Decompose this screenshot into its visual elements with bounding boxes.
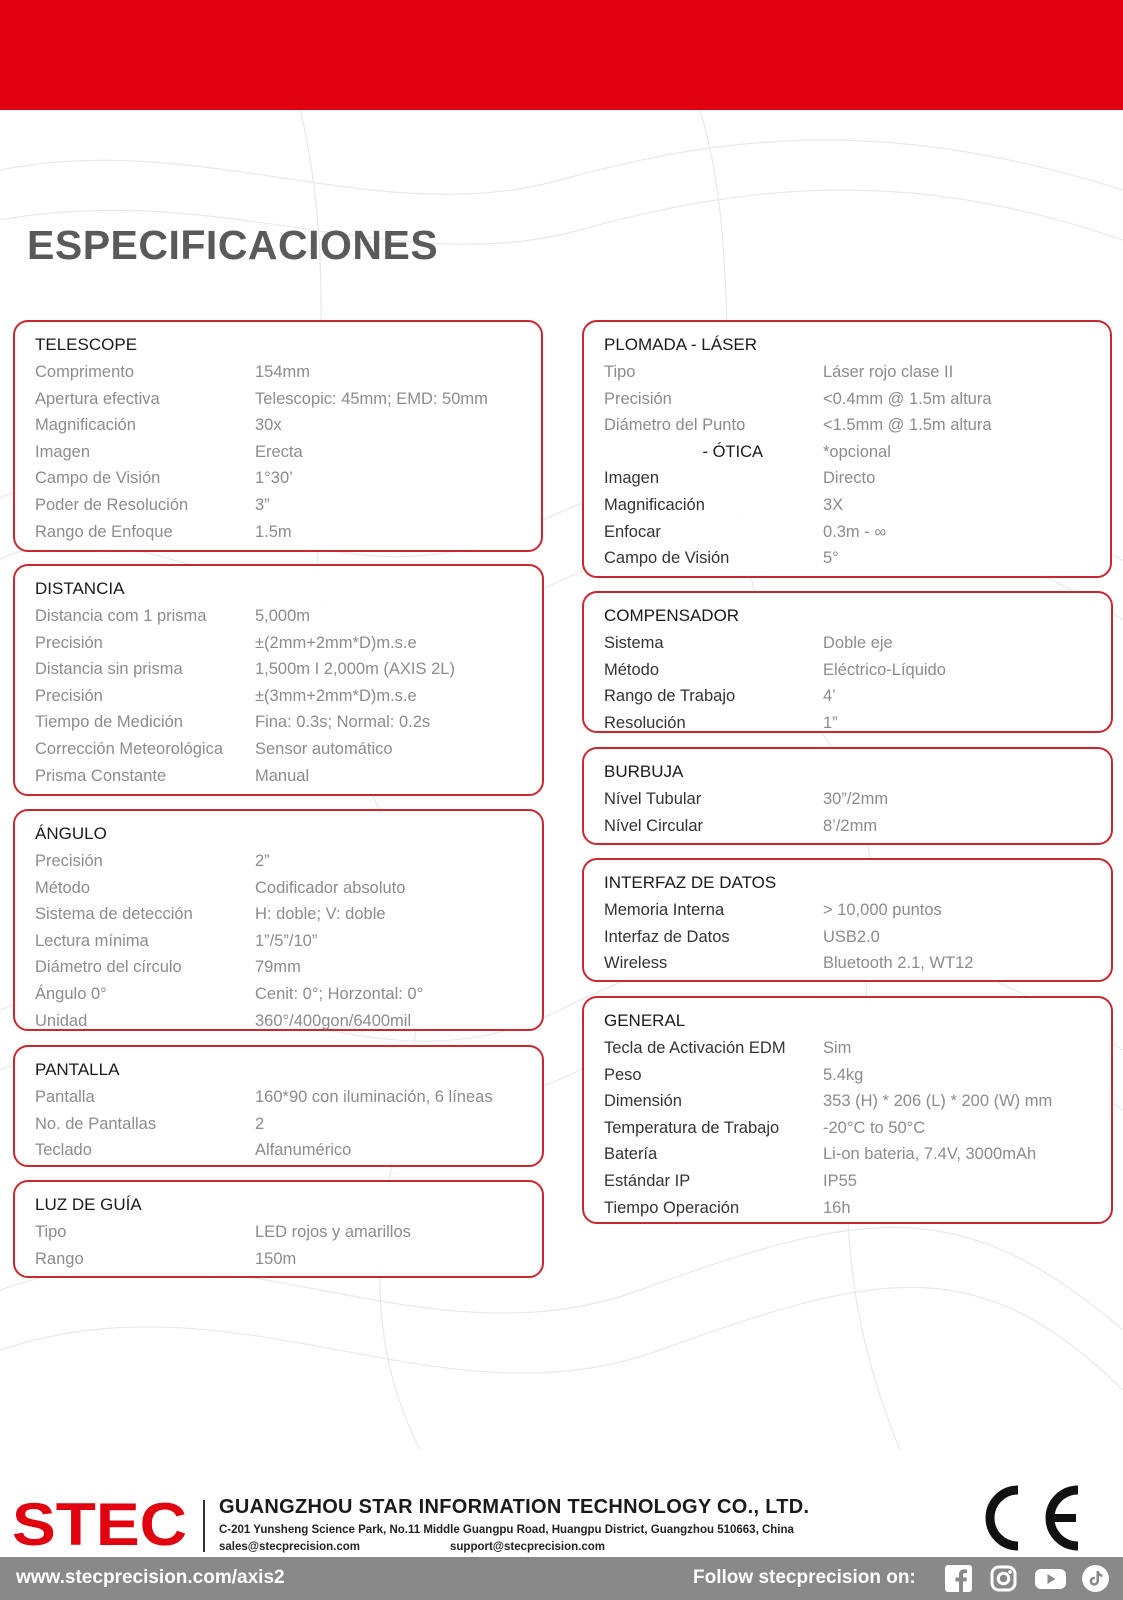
- spec-value: 2: [255, 1114, 265, 1133]
- section-title: COMPENSADOR: [604, 606, 740, 625]
- spec-value: Erecta: [255, 442, 303, 461]
- section-title: GENERAL: [604, 1011, 686, 1030]
- spec-row: [35, 519, 521, 546]
- spec-label: Sistema de detección: [35, 905, 193, 924]
- spec-value: ±(3mm+2mm*D)m.s.e: [255, 686, 417, 705]
- spec-row: [35, 683, 522, 710]
- page-title: ESPECIFICACIONES: [27, 222, 439, 268]
- spec-row: [35, 465, 521, 492]
- spec-value: 79mm: [255, 958, 301, 977]
- spec-value: 1”: [823, 713, 838, 732]
- angulo-section: [13, 809, 544, 1031]
- section-title: ÁNGULO: [35, 824, 107, 843]
- spec-value: IP55: [823, 1171, 857, 1190]
- distancia-rows: [35, 603, 522, 789]
- spec-value: 5°: [823, 549, 839, 568]
- pantalla-section: [13, 1045, 544, 1167]
- spec-label: Resolución: [604, 713, 686, 732]
- spec-label: Nível Tubular: [604, 790, 702, 808]
- spec-value: <1.5mm @ 1.5m altura: [823, 416, 992, 435]
- company-name: GUANGZHOU STAR INFORMATION TECHNOLOGY CO., LTD.: [219, 1496, 810, 1518]
- plomada-rows: [604, 359, 1090, 439]
- tiktok-icon[interactable]: [1082, 1565, 1109, 1592]
- spec-value: Eléctrico-Líquido: [823, 660, 946, 679]
- spec-value: Codificador absoluto: [255, 878, 406, 897]
- spec-value: 3X: [823, 495, 844, 514]
- angulo-rows: [35, 848, 522, 1034]
- spec-value: Directo: [823, 469, 876, 488]
- spec-value: 1°30’: [255, 469, 293, 488]
- spec-value: Doble eje: [823, 634, 893, 652]
- spec-value: ±(2mm+2mm*D)m.s.e: [255, 633, 417, 652]
- luz-de-guia-section: [13, 1180, 544, 1278]
- spec-value: 360°/400gon/6400mil: [255, 1011, 412, 1030]
- spec-value: 30”/2mm: [823, 790, 889, 808]
- interfaz-rows: [604, 897, 1091, 977]
- spec-row: [35, 1219, 522, 1246]
- spec-row: [35, 412, 521, 439]
- section-title: LUZ DE GUÍA: [35, 1195, 142, 1214]
- spec-row: [604, 1035, 1091, 1062]
- spec-label: Lectura mínima: [35, 931, 149, 950]
- spec-label: Pantalla: [35, 1088, 95, 1106]
- follow-prefix: Follow: [693, 1567, 759, 1588]
- spec-row: [604, 492, 1090, 519]
- spec-row: [604, 519, 1090, 546]
- spec-value: Bluetooth 2.1, WT12: [823, 954, 974, 973]
- spec-value: 160*90 con iluminación, 6 líneas: [255, 1088, 493, 1106]
- burbuja-section: [582, 747, 1113, 845]
- spec-label: Corrección Meteorológica: [35, 739, 224, 758]
- general-rows: [604, 1035, 1091, 1221]
- spec-label: Ángulo 0°: [35, 984, 107, 1003]
- spec-row: [35, 709, 522, 736]
- spec-row: [35, 901, 522, 928]
- spec-row: [604, 813, 1091, 840]
- section-title: DISTANCIA: [35, 579, 125, 598]
- plomada-section: [582, 320, 1112, 578]
- ce-mark-icon: [972, 1480, 1084, 1556]
- spec-value: 3”: [255, 495, 270, 514]
- interfaz-section: [582, 858, 1113, 982]
- spec-label: Prisma Constante: [35, 766, 167, 785]
- spec-label: Sistema: [604, 634, 664, 652]
- spec-row: [35, 359, 521, 386]
- spec-value: Telescopic: 45mm; EMD: 50mm: [255, 389, 488, 408]
- spec-row: [604, 657, 1091, 684]
- spec-label: Rango: [35, 1249, 84, 1268]
- section-title: BURBUJA: [604, 762, 684, 781]
- spec-label: Enfocar: [604, 522, 661, 541]
- spec-row: [35, 630, 522, 657]
- spec-row: [604, 924, 1091, 951]
- compensador-rows: [604, 630, 1091, 736]
- spec-label: Tiempo de Medición: [35, 713, 183, 732]
- spec-label: Precisión: [35, 686, 103, 705]
- follow-brand: stecprecision: [758, 1567, 881, 1588]
- spec-value: 0.3m - ∞: [823, 522, 887, 541]
- spec-row: [604, 1168, 1091, 1195]
- spec-label: Precisión: [35, 633, 103, 652]
- spec-label: Dimensión: [604, 1092, 682, 1111]
- spec-label: Precisión: [35, 852, 103, 870]
- spec-value: LED rojos y amarillos: [255, 1223, 411, 1241]
- spec-row: [604, 710, 1091, 737]
- spec-row: [604, 786, 1091, 813]
- stec-logo: [12, 1498, 187, 1550]
- spec-row: [35, 1246, 522, 1273]
- telescope-section: [13, 320, 543, 552]
- spec-label: Unidad: [35, 1011, 88, 1030]
- spec-label: Tipo: [604, 363, 636, 381]
- spec-value: USB2.0: [823, 927, 880, 946]
- optica-subheading-row: [604, 439, 1090, 466]
- spec-row: [35, 736, 522, 763]
- spec-row: [35, 439, 521, 466]
- support-email[interactable]: support@stecprecision.com: [450, 1541, 605, 1553]
- spec-value: Cenit: 0°; Horzontal: 0°: [255, 984, 424, 1003]
- stec-logo-text: STEC: [12, 1498, 187, 1550]
- spec-row: [604, 412, 1090, 439]
- spec-value: 1,500m I 2,000m (AXIS 2L): [255, 660, 455, 679]
- spec-row: [604, 545, 1090, 572]
- spec-value: 1.5m: [255, 522, 292, 541]
- spec-label: Método: [604, 660, 660, 679]
- spec-label: Magnificación: [604, 495, 705, 514]
- spec-row: [604, 683, 1091, 710]
- spec-value: -20°C to 50°C: [823, 1118, 926, 1137]
- section-title: PLOMADA - LÁSER: [604, 335, 758, 354]
- spec-label: Distancia sin prisma: [35, 660, 183, 679]
- distancia-section: [13, 564, 544, 796]
- spec-value: 8’/2mm: [823, 816, 878, 835]
- spec-label: Temperatura de Trabajo: [604, 1118, 780, 1137]
- spec-value: Manual: [255, 766, 310, 785]
- spec-label: Tipo: [35, 1223, 67, 1241]
- spec-row: [35, 954, 522, 981]
- burbuja-rows: [604, 786, 1091, 839]
- luz-rows: [35, 1219, 522, 1272]
- optica-value: *opcional: [823, 442, 891, 461]
- company-address: C-201 Yunsheng Science Park, No.11 Middle Guangpu Road, Huangpu District, Guangzhou 510663, China: [219, 1524, 794, 1536]
- spec-row: [35, 1111, 522, 1138]
- compensador-section: [582, 591, 1113, 733]
- spec-label: Método: [35, 878, 91, 897]
- spec-label: Distancia com 1 prisma: [35, 607, 207, 625]
- section-title: INTERFAZ DE DATOS: [604, 873, 777, 892]
- spec-value: Sensor automático: [255, 739, 393, 758]
- spec-value: 353 (H) * 206 (L) * 200 (W) mm: [823, 1092, 1053, 1111]
- follow-text: [693, 1567, 916, 1589]
- spec-row: [35, 848, 522, 875]
- spec-label: Poder de Resolución: [35, 495, 189, 514]
- spec-row: [35, 1137, 522, 1164]
- spec-row: [604, 1195, 1091, 1222]
- spec-label: No. de Pantallas: [35, 1114, 157, 1133]
- spec-value: Fina: 0.3s; Normal: 0.2s: [255, 713, 431, 732]
- pantalla-rows: [35, 1084, 522, 1164]
- spec-row: [604, 630, 1091, 657]
- spec-value: 2”: [255, 852, 270, 870]
- spec-label: Comprimento: [35, 363, 135, 381]
- spec-label: Tiempo Operación: [604, 1198, 740, 1217]
- spec-value: 1”/5”/10”: [255, 931, 318, 950]
- sales-email[interactable]: sales@stecprecision.com: [219, 1541, 360, 1553]
- spec-value: 4’: [823, 687, 836, 706]
- section-title: PANTALLA: [35, 1060, 120, 1079]
- spec-row: [604, 950, 1091, 977]
- spec-row: [604, 359, 1090, 386]
- spec-row: [604, 1088, 1091, 1115]
- spec-row: [35, 656, 522, 683]
- spec-label: Nível Circular: [604, 816, 704, 835]
- website-link[interactable]: www.stecprecision.com/axis2: [16, 1567, 285, 1588]
- optica-subheading: - ÓTICA: [702, 442, 763, 461]
- spec-label: Estándar IP: [604, 1171, 691, 1190]
- top-red-banner: [0, 0, 1123, 110]
- youtube-icon[interactable]: [1035, 1565, 1066, 1592]
- spec-row: [604, 897, 1091, 924]
- spec-label: Diámetro del círculo: [35, 958, 182, 977]
- spec-label: Tecla de Activación EDM: [604, 1039, 786, 1057]
- spec-value: 5,000m: [255, 607, 311, 625]
- instagram-icon[interactable]: [990, 1565, 1017, 1592]
- spec-label: Diámetro del Punto: [604, 416, 746, 435]
- spec-value: <0.4mm @ 1.5m altura: [823, 389, 992, 408]
- spec-row: [35, 492, 521, 519]
- spec-label: Rango de Enfoque: [35, 522, 173, 541]
- spec-value: > 10,000 puntos: [823, 901, 942, 919]
- spec-row: [604, 465, 1090, 492]
- follow-suffix: on:: [880, 1567, 916, 1588]
- spec-label: Magnificación: [35, 416, 136, 435]
- spec-label: Memoria Interna: [604, 901, 725, 919]
- spec-row: [35, 875, 522, 902]
- spec-row: [35, 1008, 522, 1035]
- spec-label: Batería: [604, 1145, 658, 1164]
- spec-label: Imagen: [35, 442, 91, 461]
- spec-row: [604, 1141, 1091, 1168]
- spec-row: [35, 1084, 522, 1111]
- spec-label: Interfaz de Datos: [604, 927, 730, 946]
- spec-value: H: doble; V: doble: [255, 905, 386, 924]
- optica-rows: [604, 465, 1090, 571]
- spec-value: Li-on bateria, 7.4V, 3000mAh: [823, 1145, 1037, 1164]
- spec-value: 16h: [823, 1198, 851, 1217]
- spec-label: Teclado: [35, 1141, 92, 1160]
- telescope-rows: [35, 359, 521, 545]
- spec-row: [35, 386, 521, 413]
- spec-value: Alfanumérico: [255, 1141, 352, 1160]
- spec-row: [35, 603, 522, 630]
- spec-row: [604, 1115, 1091, 1142]
- spec-row: [35, 981, 522, 1008]
- spec-value: Sim: [823, 1039, 852, 1057]
- spec-label: Imagen: [604, 469, 660, 488]
- spec-label: Peso: [604, 1065, 642, 1084]
- facebook-icon[interactable]: [945, 1565, 972, 1592]
- spec-label: Wireless: [604, 954, 668, 973]
- spec-row: [604, 386, 1090, 413]
- spec-label: Campo de Visión: [35, 469, 161, 488]
- spec-label: Apertura efectiva: [35, 389, 160, 408]
- spec-row: [604, 1062, 1091, 1089]
- spec-value: 5.4kg: [823, 1065, 864, 1084]
- spec-row: [35, 763, 522, 790]
- spec-value: 30x: [255, 416, 282, 435]
- spec-label: Precisión: [604, 389, 672, 408]
- spec-row: [35, 928, 522, 955]
- spec-value: Láser rojo clase II: [823, 363, 954, 381]
- spec-label: Campo de Visión: [604, 549, 730, 568]
- spec-label: Rango de Trabajo: [604, 687, 736, 706]
- general-section: [582, 996, 1113, 1224]
- spec-value: 154mm: [255, 363, 311, 381]
- footer-divider: [203, 1500, 205, 1552]
- spec-value: 150m: [255, 1249, 297, 1268]
- section-title: TELESCOPE: [35, 335, 138, 354]
